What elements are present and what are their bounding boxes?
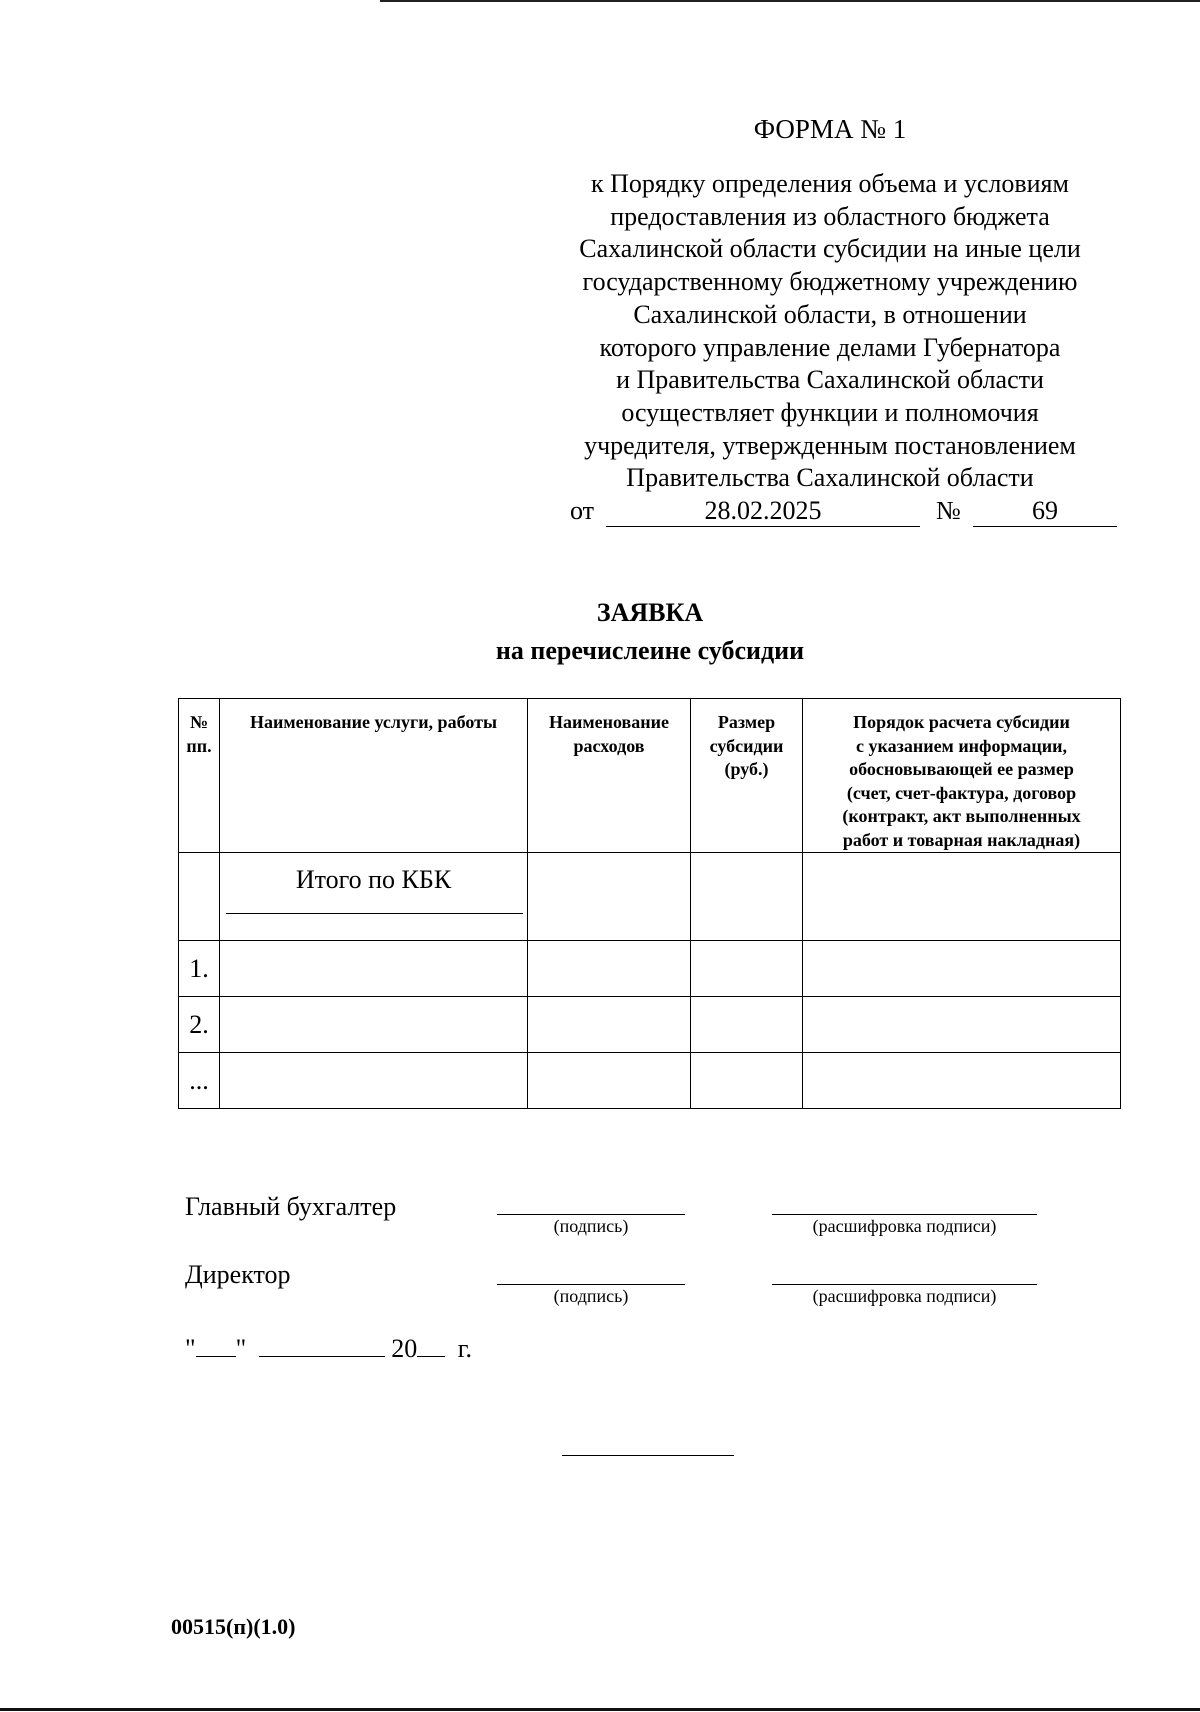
decoding-caption: (расшифровка подписи) [812, 1216, 997, 1236]
director-signature-line [497, 1284, 685, 1285]
row-basis [803, 941, 1121, 997]
close-quote: " [235, 1334, 247, 1363]
resolution-number: 69 [973, 496, 1117, 527]
document-subtitle: на перечислеине субсидии [495, 636, 805, 665]
year-suffix: г. [457, 1334, 472, 1363]
signature-caption: (подпись) [553, 1286, 629, 1306]
reference-text [540, 168, 1120, 495]
director-label: Директор [185, 1260, 291, 1289]
document-title: ЗАЯВКА [596, 598, 704, 627]
reference-line: Правительства Сахалинской области [626, 463, 1034, 493]
subsidy-table [178, 698, 1121, 1109]
director-decoding-line [772, 1284, 1037, 1285]
reference-line: и Правительства Сахалинской области [616, 365, 1044, 395]
document-code: 00515(п)(1.0) [171, 1614, 296, 1639]
row-expense [528, 997, 691, 1053]
reference-line: государственному бюджетному учреждению [582, 267, 1078, 297]
header-service-name: Наименование услуги, работы [220, 699, 528, 853]
reference-line: осуществляет функции и полномочия [621, 397, 1039, 427]
header-calculation-basis: Порядок расчета субсидии с указанием информации, обосновывающей ее размер (счет, счет-фактура, договор (контракт, акт выполненных работ и товарная накладная) [803, 699, 1121, 853]
row-number: 2. [179, 997, 220, 1053]
reference-line: Сахалинской области субсидии на иные цели [579, 234, 1081, 264]
table-row [179, 1053, 1121, 1109]
bottom-edge-line [0, 1708, 1200, 1711]
table-row [179, 941, 1121, 997]
row-basis [803, 1053, 1121, 1109]
row-service-name [220, 997, 528, 1053]
open-quote: " [185, 1334, 196, 1363]
end-separator [562, 1455, 734, 1456]
table-header-row [179, 699, 1121, 853]
signature-caption: (подпись) [553, 1216, 629, 1236]
reference-line: к Порядку определения объема и условиям [591, 169, 1069, 198]
year-blank [417, 1332, 445, 1357]
resolution-date: 28.02.2025 [606, 496, 920, 527]
from-label: от [570, 496, 595, 525]
row-service-name [220, 1053, 528, 1109]
form-number: ФОРМА № 1 [753, 114, 907, 144]
total-label-cell [220, 853, 528, 941]
reference-line: предоставления из областного бюджета [610, 201, 1050, 231]
reference-line: которого управление делами Губернатора [599, 332, 1061, 362]
row-amount [691, 997, 803, 1053]
header-subsidy-amount: Размер субсидии (руб.) [691, 699, 803, 853]
header-expense-name: Наименование расходов [528, 699, 691, 853]
row-expense [528, 941, 691, 997]
resolution-line [570, 496, 1130, 530]
reference-line: Сахалинской области, в отношении [633, 299, 1027, 329]
top-edge-line [380, 0, 1200, 2]
chief-accountant-signature-line [497, 1214, 685, 1215]
total-underline [226, 913, 523, 914]
number-label: № [936, 496, 961, 525]
chief-accountant-decoding-line [772, 1214, 1037, 1215]
reference-line: учредителя, утвержденным постановлением [584, 430, 1076, 460]
row-expense [528, 1053, 691, 1109]
day-blank [196, 1332, 236, 1357]
row-number: ... [179, 1053, 220, 1109]
year-prefix: 20 [391, 1334, 418, 1363]
row-service-name [220, 941, 528, 997]
header-number: № пп. [179, 699, 220, 853]
total-label: Итого по КБК [295, 865, 452, 894]
row-amount [691, 1053, 803, 1109]
table-total-row [179, 853, 1121, 941]
month-blank [259, 1332, 385, 1357]
date-line [185, 1332, 472, 1364]
row-number: 1. [179, 941, 220, 997]
row-amount [691, 941, 803, 997]
row-basis [803, 997, 1121, 1053]
chief-accountant-label: Главный бухгалтер [185, 1192, 397, 1221]
table-row [179, 997, 1121, 1053]
decoding-caption: (расшифровка подписи) [812, 1286, 997, 1306]
